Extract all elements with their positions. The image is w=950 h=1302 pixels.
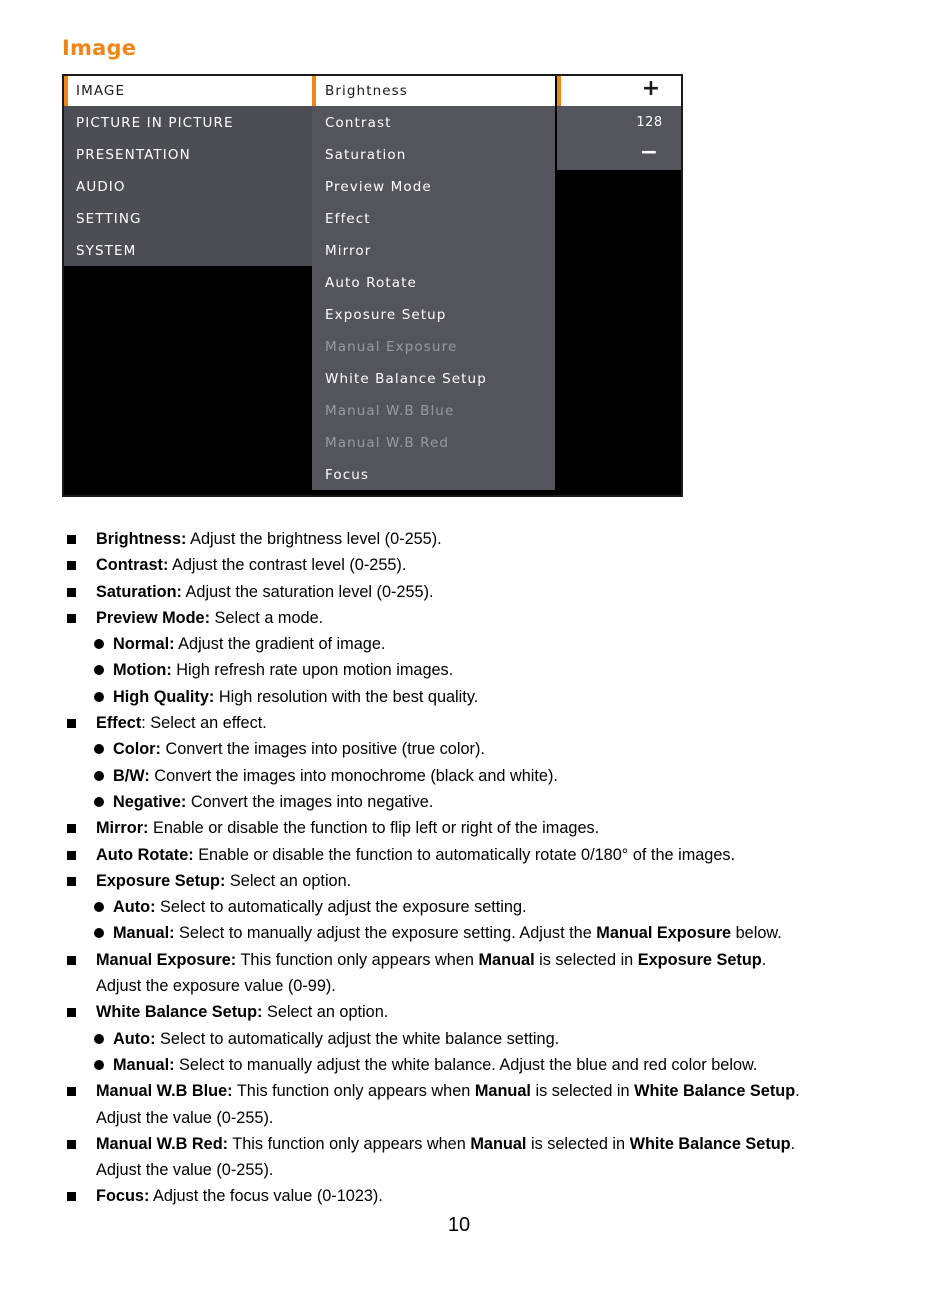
list-item-effect xyxy=(62,710,892,736)
definition: Adjust the saturation level (0-255). xyxy=(181,582,434,601)
list-item-continuation xyxy=(62,973,892,999)
definition: Adjust the value (0-255). xyxy=(96,1161,274,1180)
sub-item-color xyxy=(62,736,892,762)
osd-item-effect[interactable]: Effect xyxy=(325,211,371,227)
sub-item-negative xyxy=(62,789,892,815)
term: Manual Exposure: xyxy=(96,950,237,969)
definition: Select to automatically adjust the exposure setting. xyxy=(155,898,527,917)
definition: is selected in xyxy=(530,1082,635,1101)
osd-item-manual-exposure: Manual Exposure xyxy=(325,339,458,355)
definition: Adjust the value (0-255). xyxy=(96,1108,274,1127)
list-item-preview-mode xyxy=(62,605,892,631)
increase-button[interactable]: + xyxy=(557,74,683,106)
list-item-manual-wb-blue xyxy=(62,1078,892,1104)
square-bullet-icon xyxy=(67,561,76,570)
osd-item-auto-rotate[interactable]: Auto Rotate xyxy=(325,275,417,291)
term: High Quality: xyxy=(113,687,215,706)
emphasis: White Balance Setup xyxy=(634,1082,796,1101)
list-item-continuation xyxy=(62,1157,892,1183)
emphasis: Manual xyxy=(470,1134,527,1153)
definition: Adjust the gradient of image. xyxy=(174,635,386,654)
definition: Select an option. xyxy=(262,1003,389,1022)
emphasis: Manual xyxy=(474,1082,531,1101)
term: Brightness: xyxy=(96,530,187,548)
list-item-saturation xyxy=(62,579,892,605)
definition: : Select an effect. xyxy=(141,714,267,733)
term: Auto: xyxy=(113,898,156,917)
description-list xyxy=(62,526,892,1210)
decrease-button[interactable]: − xyxy=(639,140,660,165)
osd-category-audio[interactable]: AUDIO xyxy=(76,179,126,195)
definition: Adjust the brightness level (0-255). xyxy=(186,530,442,548)
page-number: 10 xyxy=(447,1214,471,1236)
list-item-white-balance-setup xyxy=(62,999,892,1025)
definition: Adjust the contrast level (0-255). xyxy=(168,556,407,575)
term: Negative: xyxy=(113,792,187,811)
osd-value-panel xyxy=(557,74,683,170)
osd-item-white-balance-setup[interactable]: White Balance Setup xyxy=(325,371,487,387)
term: Auto: xyxy=(113,1029,156,1048)
definition: . xyxy=(795,1082,800,1101)
definition: . xyxy=(790,1134,796,1153)
term: Preview Mode: xyxy=(96,608,211,627)
osd-item-contrast[interactable]: Contrast xyxy=(325,115,392,131)
round-bullet-icon xyxy=(94,902,104,912)
definition: Convert the images into monochrome (black and white). xyxy=(149,766,558,785)
sub-item-normal xyxy=(62,631,892,657)
term: Effect xyxy=(96,714,142,733)
term: Normal: xyxy=(113,635,175,654)
definition: Enable or disable the function to automatically rotate 0/180° of the images. xyxy=(193,845,736,864)
osd-category-presentation[interactable]: PRESENTATION xyxy=(76,147,191,163)
osd-category-list xyxy=(64,74,314,266)
term: Manual: xyxy=(113,1055,175,1074)
sub-item-bw xyxy=(62,763,892,789)
term: White Balance Setup: xyxy=(96,1003,263,1022)
definition: This function only appears when xyxy=(236,950,479,969)
selection-separator xyxy=(312,74,314,106)
term: B/W: xyxy=(113,766,150,785)
osd-item-list xyxy=(312,74,555,490)
brightness-value: 128 xyxy=(636,115,663,130)
definition: Select a mode. xyxy=(210,608,324,627)
round-bullet-icon xyxy=(94,1060,104,1070)
emphasis: White Balance Setup xyxy=(629,1134,791,1153)
osd-category-picture-in-picture[interactable]: PICTURE IN PICTURE xyxy=(76,115,234,131)
definition: Adjust the exposure value (0-99). xyxy=(96,977,336,996)
definition: Select an option. xyxy=(225,871,352,890)
list-item-focus xyxy=(62,1183,892,1209)
definition: High resolution with the best quality. xyxy=(214,687,479,706)
list-item-contrast xyxy=(62,552,892,578)
definition: is selected in xyxy=(534,950,638,969)
osd-item-saturation[interactable]: Saturation xyxy=(325,147,407,163)
round-bullet-icon xyxy=(94,639,104,649)
square-bullet-icon xyxy=(67,851,76,860)
osd-item-brightness[interactable]: Brightness xyxy=(312,74,555,106)
definition: below. xyxy=(731,924,782,943)
round-bullet-icon xyxy=(94,665,104,675)
definition: Enable or disable the function to flip left or right of the images. xyxy=(148,819,600,838)
osd-item-preview-mode[interactable]: Preview Mode xyxy=(325,179,432,195)
term: Mirror: xyxy=(96,819,149,838)
definition: is selected in xyxy=(526,1134,630,1153)
term: Color: xyxy=(113,740,161,759)
list-item-manual-exposure xyxy=(62,947,892,973)
emphasis: Exposure Setup xyxy=(637,950,762,969)
sub-item-high-quality xyxy=(62,684,892,710)
list-item-manual-wb-red xyxy=(62,1131,892,1157)
definition: Select to automatically adjust the white balance setting. xyxy=(155,1029,560,1048)
sub-item-exposure-manual xyxy=(62,920,892,946)
list-item-brightness xyxy=(62,526,892,552)
list-item-continuation xyxy=(62,1105,892,1131)
osd-item-manual-wb-blue: Manual W.B Blue xyxy=(325,403,455,419)
term: Manual W.B Blue: xyxy=(96,1082,233,1101)
square-bullet-icon xyxy=(67,1192,76,1201)
term: Focus: xyxy=(96,1187,150,1206)
definition: This function only appears when xyxy=(228,1134,471,1153)
round-bullet-icon xyxy=(94,797,104,807)
square-bullet-icon xyxy=(67,877,76,886)
definition: Adjust the focus value (0-1023). xyxy=(149,1187,383,1206)
definition: Convert the images into positive (true color). xyxy=(160,740,485,759)
sub-item-motion xyxy=(62,657,892,683)
square-bullet-icon xyxy=(67,1087,76,1096)
definition: This function only appears when xyxy=(232,1082,475,1101)
osd-item-mirror[interactable]: Mirror xyxy=(325,243,372,259)
definition: Select to manually adjust the white balance. Adjust the blue and red color below. xyxy=(174,1055,758,1074)
round-bullet-icon xyxy=(94,1034,104,1044)
osd-item-manual-wb-red: Manual W.B Red xyxy=(325,435,450,451)
round-bullet-icon xyxy=(94,692,104,702)
page-title: Image xyxy=(62,36,137,60)
round-bullet-icon xyxy=(94,771,104,781)
term: Manual W.B Red: xyxy=(96,1134,229,1153)
definition: High refresh rate upon motion images. xyxy=(171,661,454,680)
osd-item-exposure-setup[interactable]: Exposure Setup xyxy=(325,307,447,323)
square-bullet-icon xyxy=(67,1140,76,1149)
sub-item-exposure-auto xyxy=(62,894,892,920)
list-item-exposure-setup xyxy=(62,868,892,894)
square-bullet-icon xyxy=(67,719,76,728)
term: Motion: xyxy=(113,661,172,680)
osd-category-setting[interactable]: SETTING xyxy=(76,211,142,227)
osd-menu-screenshot xyxy=(62,74,683,497)
definition: . xyxy=(761,950,767,969)
square-bullet-icon xyxy=(67,956,76,965)
term: Saturation: xyxy=(96,582,182,601)
definition: Select to manually adjust the exposure setting. Adjust the xyxy=(174,924,597,943)
term: Auto Rotate: xyxy=(96,845,194,864)
sub-item-wb-auto xyxy=(62,1026,892,1052)
emphasis: Manual Exposure xyxy=(596,924,732,943)
square-bullet-icon xyxy=(67,535,76,544)
osd-category-system[interactable]: SYSTEM xyxy=(76,243,137,259)
sub-item-wb-manual xyxy=(62,1052,892,1078)
square-bullet-icon xyxy=(67,614,76,623)
list-item-auto-rotate xyxy=(62,842,892,868)
list-item-mirror xyxy=(62,815,892,841)
term: Contrast: xyxy=(96,556,169,575)
square-bullet-icon xyxy=(67,588,76,597)
round-bullet-icon xyxy=(94,928,104,938)
emphasis: Manual xyxy=(478,950,535,969)
square-bullet-icon xyxy=(67,824,76,833)
term: Manual: xyxy=(113,924,175,943)
term: Exposure Setup: xyxy=(96,871,226,890)
osd-category-image[interactable]: IMAGE xyxy=(64,74,314,106)
definition: Convert the images into negative. xyxy=(186,792,434,811)
round-bullet-icon xyxy=(94,744,104,754)
square-bullet-icon xyxy=(67,1008,76,1017)
osd-item-focus[interactable]: Focus xyxy=(325,467,370,483)
